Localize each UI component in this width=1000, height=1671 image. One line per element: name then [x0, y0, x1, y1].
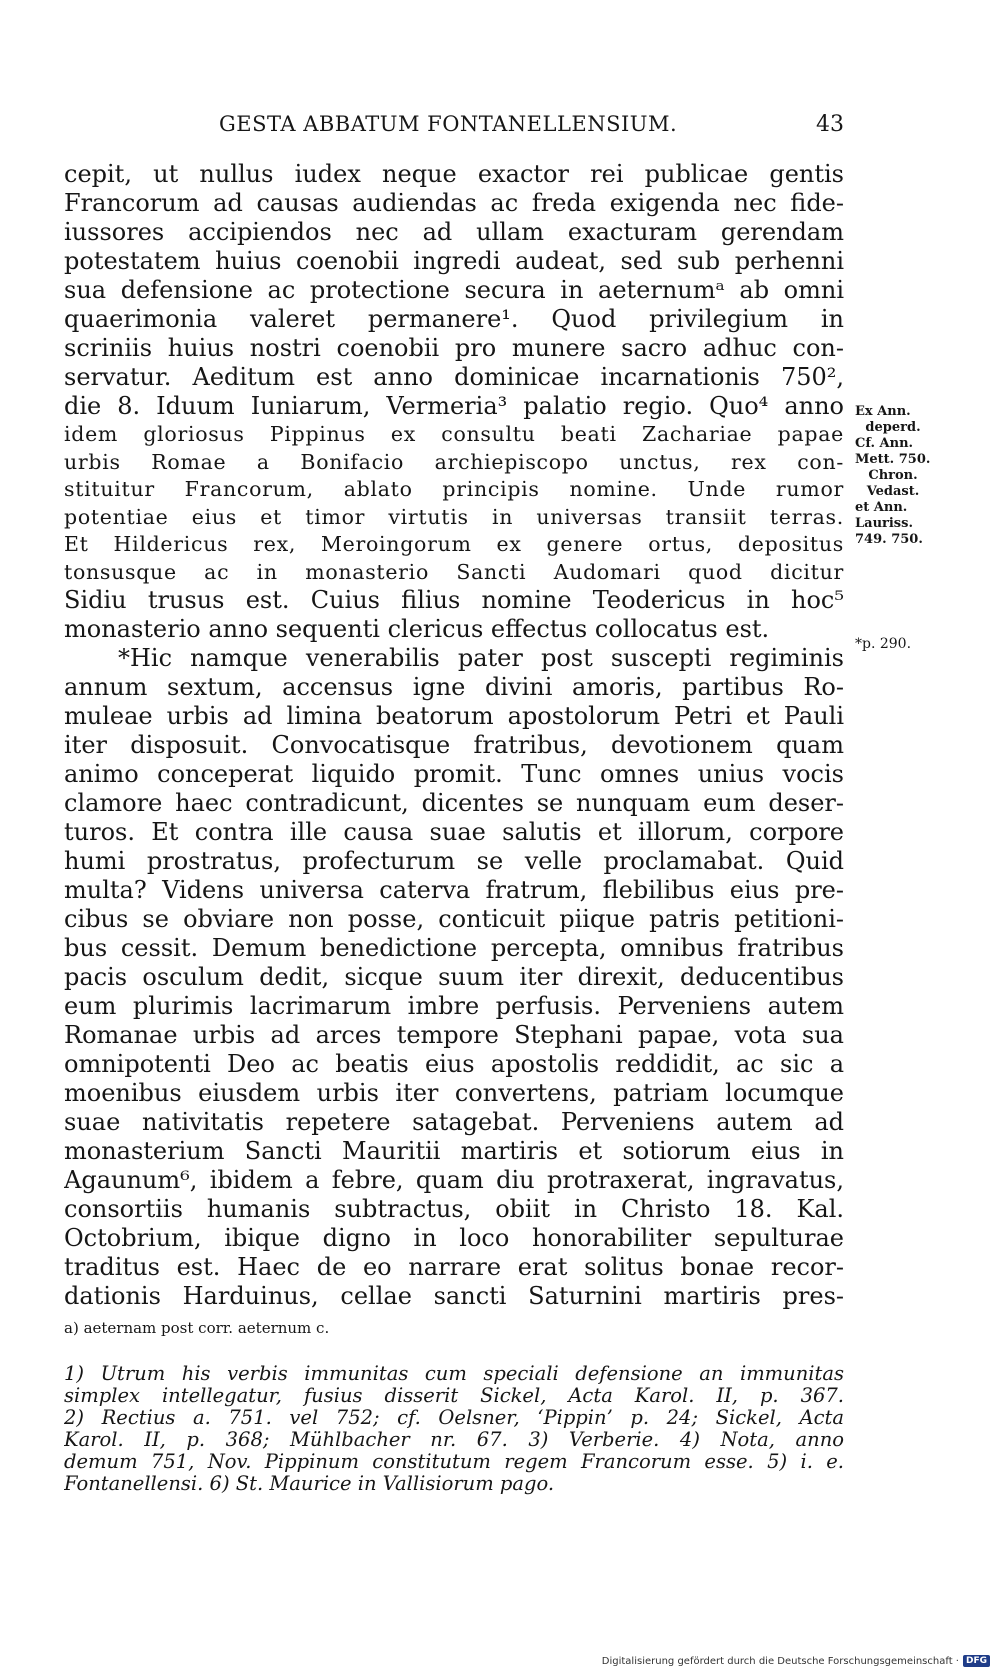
text-line-small: Et Hildericus rex, Meroingorum ex genere ortus, depositus — [64, 532, 844, 556]
text-line: clamore haec contradicunt, dicentes se nunquam eum deser- — [64, 789, 844, 817]
margin-note-line: et Ann. — [855, 500, 908, 515]
footnote-line: 2) Rectius a. 751. vel 752; cf. Oelsner, ‘Pippin’ p. 24; Sickel, Acta — [64, 1407, 844, 1429]
margin-note-line: Mett. 750. — [855, 452, 931, 467]
text-line: Octobrium, ibique digno in loco honorabiliter sepulturae — [64, 1224, 844, 1252]
text-line: monasterium Sancti Mauritii martiris et sotiorum eius in — [64, 1137, 844, 1165]
text-line: turos. Et contra ille causa suae salutis et illorum, corpore — [64, 818, 844, 846]
digitization-credit — [602, 1655, 990, 1667]
digitization-credit-text: Digitalisierung gefördert durch die Deutsche Forschungsgemeinschaft · — [601, 1655, 959, 1667]
text-line: *Hic namque venerabilis pater post suscepti regiminis — [118, 644, 844, 672]
text-line: cepit, ut nullus iudex neque exactor rei publicae gentis — [64, 160, 844, 188]
footnote-line: 1) Utrum his verbis immunitas cum speciali defensione an immunitas — [64, 1363, 844, 1385]
text-line: dationis Harduinus, cellae sancti Saturnini martiris pres- — [64, 1282, 844, 1310]
text-line: suae nativitatis repetere satagebat. Perveniens autem ad — [64, 1108, 844, 1136]
text-line: iter disposuit. Convocatisque fratribus, devotionem quam — [64, 731, 844, 759]
text-line: pacis osculum dedit, sicque suum iter direxit, deducentibus — [64, 963, 844, 991]
text-line: Sidiu trusus est. Cuius filius nomine Teodericus in hoc⁵ — [64, 586, 844, 614]
running-title: GESTA ABBATUM FONTANELLENSIUM. — [219, 112, 678, 136]
page-number: 43 — [816, 112, 844, 137]
text-line: bus cessit. Demum benedictione percepta, omnibus fratribus — [64, 934, 844, 962]
text-line: monasterio anno sequenti clericus effectus collocatus est. — [64, 615, 770, 643]
text-line: humi prostratus, profecturum se velle proclamabat. Quid — [64, 847, 844, 875]
text-line: animo conceperat liquido promit. Tunc omnes unius vocis — [64, 760, 844, 788]
text-line: Agaunum⁶, ibidem a febre, quam diu protraxerat, ingravatus, — [64, 1166, 844, 1194]
page-header — [64, 112, 844, 144]
text-line-small: urbis Romae a Bonifacio archiepiscopo unctus, rex con- — [64, 449, 844, 474]
main-text — [64, 160, 844, 1311]
text-line-small: stituitur Francorum, ablato principis nomine. Unde rumor — [64, 477, 844, 501]
text-line-small: potentiae eius et timor virtutis in universas transiit terras. — [64, 504, 844, 529]
text-line: servatur. Aeditum est anno dominicae incarnationis 750², — [64, 363, 844, 391]
text-line: Romanae urbis ad arces tempore Stephani papae, vota sua — [64, 1021, 844, 1049]
footnote-line: Karol. II, p. 368; Mühlbacher nr. 67. 3) Verberie. 4) Nota, anno — [64, 1429, 844, 1451]
margin-note-line: Cf. Ann. — [855, 436, 914, 451]
margin-note-line: Ex Ann. — [855, 404, 911, 419]
text-line: scriniis huius nostri coenobii pro munere sacro adhuc con- — [64, 334, 844, 362]
critical-apparatus: a) aeternam post corr. aeternum c. — [64, 1319, 330, 1337]
margin-page-ref-text: *p. 290. — [855, 636, 912, 652]
text-line: annum sextum, accensus igne divini amoris, partibus Ro- — [64, 673, 844, 701]
footnote-line: demum 751, Nov. Pippinum constitutum regem Francorum esse. 5) i. e. — [64, 1451, 844, 1473]
text-line: sua defensione ac protectione secura in aeternumᵃ ab omni — [64, 276, 844, 304]
text-line-small: tonsusque ac in monasterio Sancti Audomari quod dicitur — [64, 559, 844, 584]
text-line: traditus est. Haec de eo narrare erat solitus bonae recor- — [64, 1253, 844, 1281]
text-line-small: idem gloriosus Pippinus ex consultu beati Zachariae papae — [64, 422, 844, 446]
footnote-line: simplex intellegatur, fusius disserit Sickel, Acta Karol. II, p. 367. — [64, 1385, 844, 1407]
margin-page-ref — [855, 636, 945, 652]
text-line: potestatem huius coenobii ingredi audeat, sed sub perhenni — [64, 247, 844, 275]
text-line: muleae urbis ad limina beatorum apostolorum Petri et Pauli — [64, 702, 844, 730]
margin-note-line: Vedast. — [866, 484, 920, 499]
footnotes — [64, 1363, 844, 1495]
text-line: moenibus eiusdem urbis iter convertens, patriam locumque — [64, 1079, 844, 1107]
footnote-line: Fontanellensi. 6) St. Maurice in Vallisiorum pago. — [64, 1473, 555, 1495]
text-line: multa? Videns universa caterva fratrum, flebilibus eius pre- — [64, 876, 844, 904]
margin-note-line: Chron. — [868, 468, 918, 483]
text-line: quaerimonia valeret permanere¹. Quod privilegium in — [64, 305, 844, 333]
text-line: cibus se obviare non posse, conticuit piique patris petitioni- — [64, 905, 844, 933]
margin-source-note — [855, 404, 945, 548]
text-line: omnipotenti Deo ac beatis eius apostolis reddidit, ac sic a — [64, 1050, 844, 1078]
margin-note-line: deperd. — [865, 420, 921, 435]
text-line: die 8. Iduum Iuniarum, Vermeria³ palatio regio. Quo⁴ anno — [64, 392, 844, 420]
text-line: iussores accipiendos nec ad ullam exacturam gerendam — [64, 218, 844, 246]
text-line: eum plurimis lacrimarum imbre perfusis. Perveniens autem — [64, 992, 844, 1020]
margin-note-line: Lauriss. — [855, 516, 913, 531]
dfg-logo: DFG — [963, 1655, 990, 1667]
text-line: consortiis humanis subtractus, obiit in Christo 18. Kal. — [64, 1195, 844, 1223]
margin-note-line: 749. 750. — [855, 532, 923, 547]
text-line: Francorum ad causas audiendas ac freda exigenda nec fide- — [64, 189, 844, 217]
